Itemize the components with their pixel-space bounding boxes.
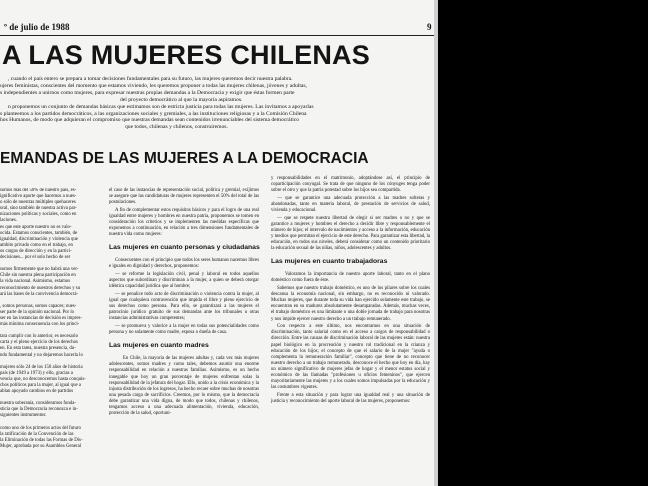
column-line: ignificativo aporte que hacemos a nues- (0, 194, 77, 200)
intro-line: hos Humanos, de modo que adquieran el compromiso que nuestras demandas sean contenidos irrenunciables del sistema democrático (0, 117, 300, 124)
intro-line: que todos, chilenas y chilenos, construiremos. (125, 124, 228, 131)
paragraph: — se penalice todo acto de discriminación o violencia contra la mujer, al igual que cualquiera contravención que impida el libre y pleno ejercicio de sus derechos como persona. Para ello, se garantizará a las mujeres el patrocinio jurídico gratuito de sus demandas ante los tribunales u otras instancias administrativas competentes; (109, 292, 259, 322)
column-line: nizaciones políticas y sociales, como en (0, 212, 77, 218)
column-line: ndo fundamental y no dejaremos hacerla lo (0, 352, 83, 358)
column-line: ser parte de la opinión nacional. Por lo (0, 309, 75, 315)
intro-line: s planteemos a los partidos democráticos, a las organizaciones sociales y gremiales, a las instituciones religiosas y a la Comisión Chilena (0, 110, 307, 117)
subheading: Las mujeres en cuanto personas y ciudadanas (109, 244, 260, 252)
column-line: chos políticos para la mujer, al igual que a (0, 383, 81, 388)
column-line: tara cumplir con lo anterior, es necesario (0, 334, 78, 340)
column-line: ará las bases de la convivencia democrá- (0, 291, 79, 297)
intro-line: s independientes a unirnos como mujeres, para expresar nuestras propias demandas a la Democracia y exigir que éstas formen parte (0, 89, 295, 96)
paragraph: Consecuentes con el principio que todos los seres humanos nacemos libres e iguales en dignidad y derechos, proponemos: (109, 258, 259, 270)
column-left (0, 188, 98, 450)
column-line: como uno de los primeros actos del futuro (0, 425, 81, 431)
column-line: es que este aporte nuestro no es valo- (0, 224, 72, 230)
column-line: en. En esta tarea, nuestra presencia, du- (0, 346, 76, 352)
paragraph: A fin de complementar estos requisitos básicos y para el logro de una real igualdad entre mujeres y hombres en nuestra patria, proponemos se tomen en consideración los criterios y se implementen las medidas específicas que exponemos a continuación, en relación a tres dimensiones fundamentales de nuestra vida como mujeres: (109, 207, 259, 238)
intro-line: , cuando el país entero se prepara a tomar decisiones fundamentales para su futuro, las mujeres queremos decir nuestra palabra. (8, 76, 293, 82)
intro-line: del proyecto democrático al que la mayoría aspiramos. (120, 96, 243, 103)
paragraph: — que se respete nuestra libertad de elegir si ser madres o no y que se garantice a mujeres y hombres el derecho a decidir libre y responsablemente el número de hijos; el intervalo de nacimientos y acceso a la información, educación y medios que permitan el ejercicio de este derecho. Para garantizar esta libertad, la educación, en todos sus niveles, deberá considerar como un contenido prioritario la educación sexual de las niñas, niños, adolescentes y adultos. (271, 215, 430, 252)
paragraph: Valoramos la importancia de nuestro aporte laboral, tanto en el plano doméstico como fuera de éste. (271, 272, 430, 284)
column-line: la vida nacional. Asimismo, estamos (0, 279, 71, 285)
header-rule (0, 35, 434, 36)
column-line: laciones. (0, 218, 17, 224)
paragraph: Frente a esta situación y para lograr una igualdad real y una situación de justicia y reconocimiento del aporte laboral de las mujeres, proponemos: (271, 392, 430, 404)
paragraph: Con respecto a este último, nos encontramos en una situación de discriminación, tanto salarial como en el acceso a cargos de responsabilidad o dirección. Entre las causas de discriminación laboral de las mujeres están: nuestra papel biológico en la procreación y nuestro rol tradicional en la crianza y educación de los hijos; el concepto de que el salario de la mujer "ayuda o complementa la remuneración familiar", concepto que tiene de no reconocer nuestro derecho a un trabajo remunerado, desconoce el hecho que hoy en día, hay un número significativo de mujeres jefas de hogar y el menor estatus social y económico de las llamadas "profesiones u oficios femeninos", que ejercen mayoritariamente las mujeres y a los cuales somos impulsadas por la educación y las costumbres vigentes. (271, 324, 430, 391)
column-line: nuestra soberanía, consideramos funda- (0, 401, 76, 407)
column-line: os cargos de dirección y en la partici- (0, 248, 72, 254)
column-line: ambito privado como en el trabajo, en (0, 242, 73, 248)
column-line: país (de 1949 a 1973) y ello, gracias a (0, 370, 73, 376)
column-line: somos firmemente que no habrá una ver- (0, 267, 79, 273)
column-line: ser en las instancias de decisión es impres- (0, 315, 82, 321)
paragraph: Sabemos que nuestro trabajo doméstico, es uno de los pilares sobre los cuales descansa la economía nacional, sin embargo, no es reconocido ni valorado. Muchas mujeres, que durante toda su vida han ejercido solamente este trabajo, se encuentran en su madurez absolutamente desamparadas. Además, muchas veces, el trabajo doméstico es una limitante o una doble jornada de trabajo para nosotras y nos impide ejercer nuestro derecho a un trabajo remunerado. (271, 286, 430, 322)
intro-line: ujeres feministas, conscientes del momento que estamos viviendo, les queremos proponer a todas las mujeres chilenas, jóvenes y adultas, (0, 82, 307, 89)
paragraph: el caso de las instancias de representación social, política y gremial, exijimos se asegure que las candidaturas de mujeres representen el 50% del total de las postulaciones. (109, 188, 259, 206)
column-line: la ratificación de la Convención de las (0, 431, 74, 437)
subheading: Las mujeres en cuanto trabajadoras (271, 258, 388, 266)
column-line: ablan apoyado cambios en de partidos (0, 389, 74, 395)
column-line: Chile sin nuestra plena participación en (0, 273, 76, 279)
paragraph: — se promueva y valorice a la mujer en todas sus potencialidades como persona y no solamente como madre, esposa o dueña de casa. (109, 324, 259, 336)
page-number: 9 (427, 22, 432, 32)
page-title: A LAS MUJERES CHILENAS (2, 40, 370, 70)
column-line: o sólo de nuestras múltiples quehaceres (0, 200, 76, 206)
issue-date: º de julio de 1988 (4, 22, 70, 32)
column-line: ocida. Estamos conscientes, también, de (0, 230, 78, 236)
paragraph: — se reforme la legislación civil, penal y laboral en todos aquellos aspectos que subordinan y discriminan a la mujer, a quien se deberá otorgar idéntica capacidad jurídica que al hombre; (109, 272, 259, 290)
column-line: mujeres sólo 24 de los 150 años de historia (0, 364, 83, 370)
column-line: Mujer, aprobada por su Asamblea General (0, 443, 82, 449)
column-line: oral, sino también de nuestra activa par- (0, 206, 77, 212)
column-line: decisiones... por el solo hecho de ser (0, 255, 71, 261)
intro-line: n proponemos un conjunto de demandas básicas que estimamos son de estricta justicia para todas las mujeres. Las invitamos a apoyarlas (8, 103, 314, 110)
paragraph: En Chile, la mayoría de las mujeres adultas y, cada vez más mujeres adolescentes, somos madres y como tales, debemos asumir una enorme responsabilidad en relación a nuestras familias. Asimismo, es un hecho innegable que hoy un gran porcentaje de mujeres enfrentan solas la responsabilidad de la jefatura del hogar. Ello, unido a la crisis económica y la injusta distribución de los ingresos, ha hecho recaer sobre muchas de nosotras una pesada carga de sacrificios. Creemos, por lo mismo, que la democracia debe garantizar una vida digna, de modo que todos, chilenas y chilenos, tengamos acceso a una adecuada alimentación, vivienda, educación, protección de la salud, oportuni- (109, 356, 259, 417)
paragraph: — que se garantice una adecuada protección a las madres solteras y abandonadas, tanto en materia laboral, de prestación de servicios de salud, vivienda y educacional. (271, 195, 430, 214)
page-edge (434, 0, 438, 486)
column-line: siguientes instrumentos: (0, 413, 47, 419)
intro-text (0, 76, 420, 131)
column-line: vencia que, no desconocemos hasta conquis- (0, 376, 86, 382)
section-title: EMANDAS DE LAS MUJERES A LA DEMOCRACIA (0, 150, 369, 167)
column-line: la Eliminación de todas las Formas de Dis- (0, 437, 83, 443)
column-line: sticia que la Democracia reconozca e in- (0, 407, 78, 413)
subheading: Las mujeres en cuanto madres (109, 342, 209, 350)
column-line: , somos personas, somos capaces; nues- (0, 303, 77, 309)
column-line: carta y el pleno ejercicio de los derechos (0, 340, 78, 346)
column-middle (109, 188, 259, 419)
column-line: igualdad, discriminación y violencia que (0, 236, 78, 242)
column-line: somos más del 50% de nuestro país, es- (0, 188, 77, 193)
column-right (271, 176, 430, 407)
column-line: más mínima consecuencia con los princi- (0, 322, 80, 328)
column-line: reconocimiento de nuestros derechos y su (0, 285, 81, 291)
paragraph: y responsabilidades en el matrimonio, adoptándose así, el principio de coparticipación conyugal. Se trata de que ninguno de los cónyuges tenga poder sobre el otro y que la patria potestad sobre los hijos sea compartida. (271, 176, 430, 194)
